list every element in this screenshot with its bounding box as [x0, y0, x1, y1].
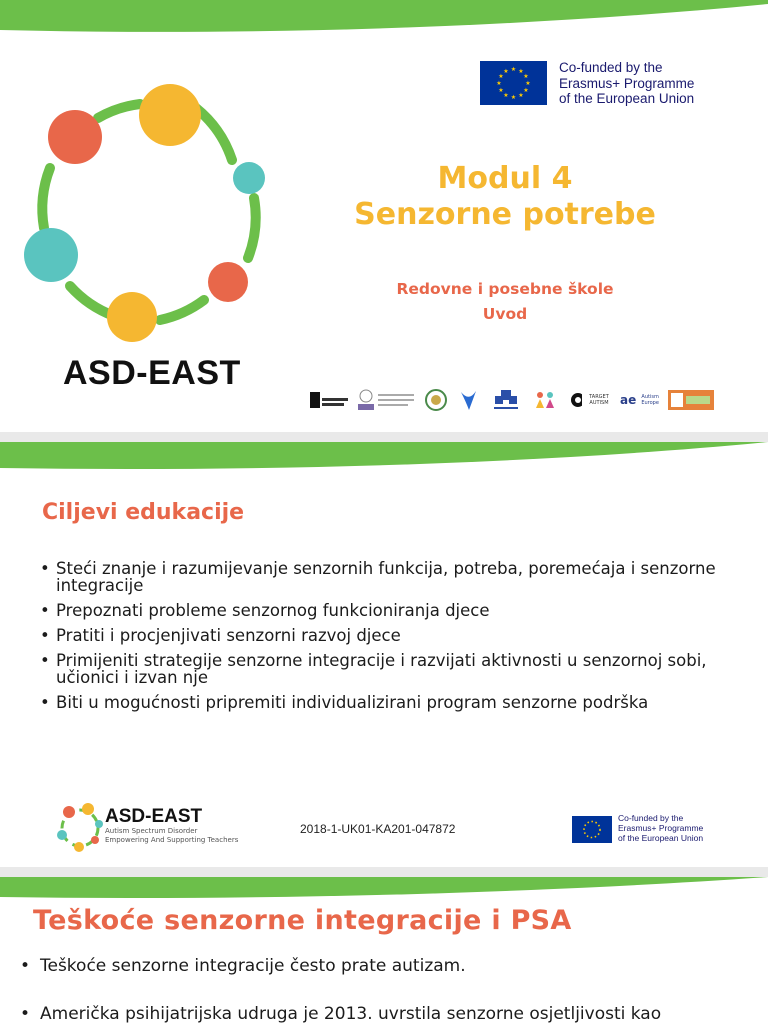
- partner-logo: [668, 388, 714, 412]
- logo-circle: [48, 110, 102, 164]
- partner-logo: [458, 388, 480, 412]
- logo-circle: [24, 228, 78, 282]
- objectives-slide: [0, 442, 768, 867]
- eu-funding-text: Co-funded by the Erasmus+ Programme of the European Union: [559, 60, 695, 107]
- green-swoosh-top: [0, 442, 768, 472]
- svg-text:★: ★: [523, 87, 529, 94]
- footer-logo-text: ASD-EAST Autism Spectrum Disorder Empowering And Supporting Teachers: [105, 806, 239, 844]
- asd-east-small-logo: [55, 802, 105, 854]
- green-swoosh-top: [0, 877, 768, 901]
- bullet-icon: •: [40, 693, 50, 712]
- partner-logo-target-autism: TARGET AUTISM: [570, 388, 614, 412]
- bullet-icon: •: [40, 651, 50, 670]
- svg-text:★: ★: [498, 87, 504, 94]
- green-swoosh-top: [0, 0, 768, 40]
- svg-text:★: ★: [510, 94, 517, 101]
- list-item: • Steći znanje i razumijevanje senzornih funkcija, potreba, poremećaja i senzorne integracije: [40, 559, 716, 595]
- list-item: • Primijeniti strategije senzorne integracije i razvijati aktivnosti u senzornoj sobi, učionici i izvan nje: [40, 651, 707, 687]
- bullet-icon: •: [20, 1004, 31, 1024]
- logo-circle: [139, 84, 201, 146]
- svg-text:★: ★: [518, 68, 524, 75]
- content-list: [20, 955, 760, 1024]
- slide-heading: Teškoće senzorne integracije i PSA: [33, 905, 572, 936]
- partner-logo: [492, 388, 520, 412]
- bullet-icon: •: [40, 601, 50, 620]
- partner-logo: [534, 388, 556, 412]
- bullet-icon: •: [20, 956, 31, 976]
- svg-text:★: ★: [503, 92, 509, 99]
- eu-flag-icon: [480, 61, 547, 105]
- logo-circle: [208, 262, 248, 302]
- svg-text:★: ★: [498, 73, 504, 80]
- list-item: • Prepoznati probleme senzornog funkcioniranja djece: [40, 601, 490, 620]
- logo-circle: [233, 162, 265, 194]
- module-title: Modul 4: [437, 161, 573, 196]
- partner-logo: [310, 388, 350, 412]
- svg-text:★: ★: [503, 68, 509, 75]
- svg-text:★: ★: [523, 73, 529, 80]
- asd-east-logo-ring: [20, 80, 270, 345]
- project-code: 2018-1-UK01-KA201-047872: [300, 822, 456, 836]
- list-item: • Američka psihijatrijska udruga je 2013. uvrstila senzorne osjetljivosti kao: [20, 1004, 662, 1024]
- eu-flag-icon: [572, 816, 612, 843]
- bullet-icon: •: [40, 626, 50, 645]
- partner-logo: [424, 388, 448, 412]
- slide-heading: Ciljevi edukacije: [42, 500, 245, 525]
- partner-logo: [356, 388, 418, 412]
- bullet-icon: •: [40, 559, 50, 578]
- partner-logo-autism-europe: ae Autism Europe: [620, 393, 659, 407]
- list-item: • Biti u mogućnosti pripremiti individualizirani program senzorne podrška: [40, 693, 649, 712]
- svg-text:★: ★: [510, 66, 517, 73]
- section-label: Uvod: [482, 305, 528, 323]
- sensory-integration-slide: [0, 877, 768, 1024]
- list-item: • Pratiti i procjenjivati senzorni razvoj djece: [40, 626, 401, 645]
- svg-text:★: ★: [518, 92, 524, 99]
- eu-funding-text: Co-funded by the Erasmus+ Programme of the European Union: [618, 813, 704, 843]
- svg-text:★: ★: [525, 80, 531, 87]
- school-type-label: Redovne i posebne škole: [396, 280, 614, 298]
- objectives-list: [40, 560, 730, 719]
- list-item: • Teškoće senzorne integracije često prate autizam.: [20, 956, 466, 976]
- svg-text:★: ★: [496, 80, 502, 87]
- logo-circle: [107, 292, 157, 342]
- module-subtitle: Senzorne potrebe: [354, 197, 656, 232]
- title-slide: [0, 0, 768, 432]
- asd-east-logo-text: ASD-EAST: [63, 354, 241, 392]
